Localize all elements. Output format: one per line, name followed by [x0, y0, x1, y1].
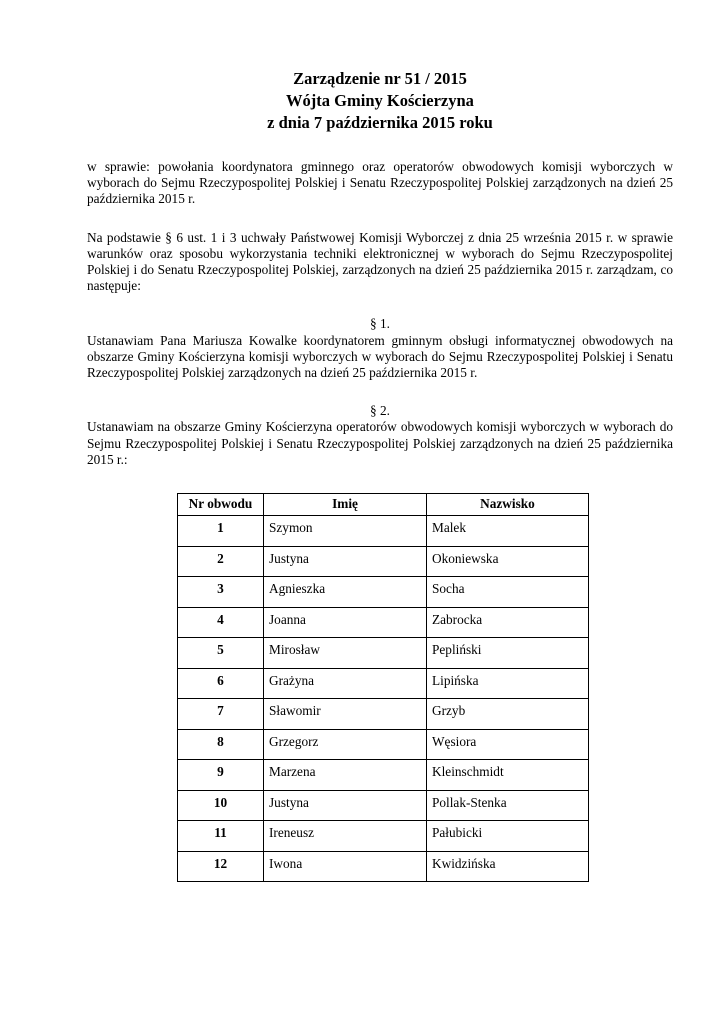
table-row	[178, 699, 589, 730]
district-number: 10	[178, 790, 264, 821]
header-district-number: Nr obwodu	[178, 494, 264, 516]
legal-basis-paragraph: Na podstawie § 6 ust. 1 i 3 uchwały Państwowej Komisji Wyborczej z dnia 25 września 2015 r. w sprawie warunków oraz sposobu wykorzystania techniki elektronicznej w wyborach do Sejmu Rzeczypospolitej Polskiej i do Senatu Rzeczypospolitej Polskiej, zarządzonych na dzień 25 października 2015 r. zarządzam, co następuje:	[87, 229, 673, 294]
last-name: Lipińska	[427, 668, 589, 699]
first-name: Ireneusz	[264, 821, 427, 852]
first-name: Justyna	[264, 790, 427, 821]
district-number: 6	[178, 668, 264, 699]
last-name: Kleinschmidt	[427, 760, 589, 791]
last-name: Kwidzińska	[427, 851, 589, 882]
table-row	[178, 821, 589, 852]
district-number: 1	[178, 516, 264, 547]
table-row	[178, 851, 589, 882]
district-number: 3	[178, 577, 264, 608]
last-name: Zabrocka	[427, 607, 589, 638]
header-first-name: Imię	[264, 494, 427, 516]
title-line-3: z dnia 7 października 2015 roku	[267, 113, 493, 132]
last-name: Socha	[427, 577, 589, 608]
section-2-text: Ustanawiam na obszarze Gminy Kościerzyna operatorów obwodowych komisji wyborczych w wyborach do Sejmu Rzeczypospolitej Polskiej i Senatu Rzeczypospolitej Polskiej zarządzonych na dzień 25 października 2015 r.:	[87, 419, 673, 467]
first-name: Mirosław	[264, 638, 427, 669]
last-name: Grzyb	[427, 699, 589, 730]
first-name: Iwona	[264, 851, 427, 882]
table-row	[178, 607, 589, 638]
district-number: 11	[178, 821, 264, 852]
table-row	[178, 760, 589, 791]
district-number: 8	[178, 729, 264, 760]
table-row	[178, 546, 589, 577]
first-name: Sławomir	[264, 699, 427, 730]
intro-paragraph: w sprawie: powołania koordynatora gminnego oraz operatorów obwodowych komisji wyborczych w wyborach do Sejmu Rzeczypospolitej Polskiej i Senatu Rzeczypospolitej Polskiej zarządzonych na dzień 25 października 2015 r.	[87, 159, 673, 207]
last-name: Malek	[427, 516, 589, 547]
document-title	[87, 68, 673, 134]
table-row	[178, 638, 589, 669]
section-1-text: Ustanawiam Pana Mariusza Kowalke koordynatorem gminnym obsługi informatycznej obwodowych na obszarze Gminy Kościerzyna komisji wyborczych w wyborach do Sejmu Rzeczypospolitej Polskiej i Senatu Rzeczypospolitej Polskiej zarządzonych na dzień 25 października 2015 r.	[87, 332, 673, 381]
district-number: 4	[178, 607, 264, 638]
district-number: 12	[178, 851, 264, 882]
operators-table	[177, 493, 589, 882]
title-line-2: Wójta Gminy Kościerzyna	[286, 91, 474, 110]
last-name: Pollak-Stenka	[427, 790, 589, 821]
title-line-1: Zarządzenie nr 51 / 2015	[293, 69, 467, 88]
district-number: 2	[178, 546, 264, 577]
first-name: Grzegorz	[264, 729, 427, 760]
table-row	[178, 790, 589, 821]
table-row	[178, 729, 589, 760]
first-name: Szymon	[264, 516, 427, 547]
table-row	[178, 668, 589, 699]
first-name: Agnieszka	[264, 577, 427, 608]
last-name: Węsiora	[427, 729, 589, 760]
first-name: Joanna	[264, 607, 427, 638]
table-header-row	[178, 494, 589, 516]
header-last-name: Nazwisko	[427, 494, 589, 516]
last-name: Okoniewska	[427, 546, 589, 577]
first-name: Grażyna	[264, 668, 427, 699]
document-page	[87, 68, 673, 882]
section-1-mark: § 1.	[370, 316, 390, 332]
section-2-mark: § 2.	[370, 403, 390, 419]
last-name: Pepliński	[427, 638, 589, 669]
first-name: Marzena	[264, 760, 427, 791]
last-name: Pałubicki	[427, 821, 589, 852]
table-row	[178, 577, 589, 608]
district-number: 9	[178, 760, 264, 791]
first-name: Justyna	[264, 546, 427, 577]
district-number: 7	[178, 699, 264, 730]
district-number: 5	[178, 638, 264, 669]
table-row	[178, 516, 589, 547]
